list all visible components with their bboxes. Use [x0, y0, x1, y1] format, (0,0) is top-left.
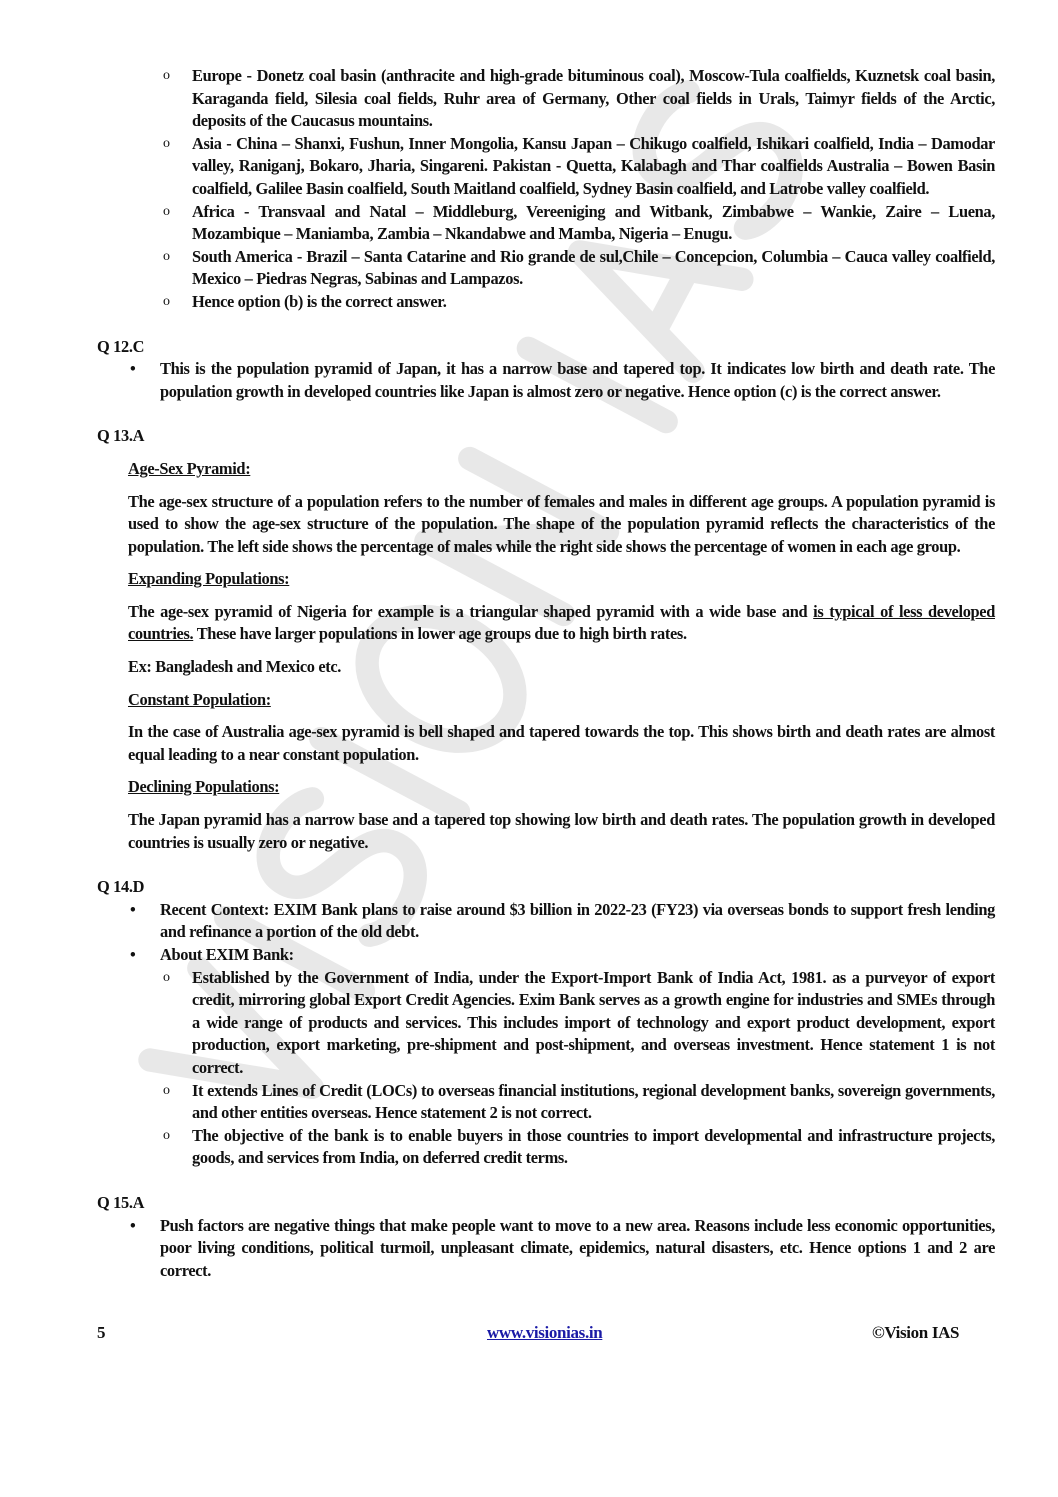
spacer	[0, 1170, 1058, 1192]
underlined-text: is typical of less developed countries.	[128, 601, 995, 644]
list-item	[163, 133, 995, 201]
paragraph-text: The age-sex pyramid of Nigeria for example is a triangular shaped pyramid with a wide base and	[128, 601, 814, 621]
circle-bullet-icon: o	[163, 248, 170, 264]
q15-answer-list	[0, 1215, 1058, 1283]
circle-bullet-icon: o	[163, 68, 170, 83]
paragraph: In the case of Australia age-sex pyramid is bell shaped and tapered towards the top. This shows birth and death rates are almost equal leading to a near constant population.	[128, 722, 995, 764]
list-item	[163, 967, 995, 1080]
list-item-text: About EXIM Bank:	[160, 945, 294, 964]
q12-answer-list	[0, 358, 1058, 403]
copyright: ©Vision IAS	[872, 1323, 960, 1343]
list-item-text: South America - Brazil – Santa Catarine and Rio grande de sul,Chile – Concepcion, Columbia – Cauca valley coalfield, Mexico – Piedras Negras, Sabinas and Lampazos.	[192, 246, 995, 289]
list-item	[163, 246, 995, 291]
list-item	[163, 1125, 995, 1170]
paragraph-text: These have larger populations in lower age groups due to high birth rates.	[193, 624, 687, 644]
bullet-icon: •	[130, 899, 136, 919]
q14-sub-list	[0, 967, 1058, 1170]
circle-bullet-icon: o	[163, 203, 170, 219]
circle-bullet-icon: o	[163, 1127, 170, 1143]
question-label: Q 14.D	[97, 877, 145, 897]
circle-bullet-icon: o	[163, 1082, 170, 1098]
list-item-text: The objective of the bank is to enable buyers in those countries to import developmental and infrastructure projects, goods, and services from India, on deferred credit terms.	[192, 1125, 995, 1168]
circle-bullet-icon: o	[163, 293, 170, 309]
section-heading: Constant Population:	[128, 689, 271, 709]
list-item-text: Push factors are negative things that make people want to move to a new area. Reasons include less economic opportunities, poor living conditions, political turmoil, unpleasant climate, epidemics, natural disasters, etc. Hence options 1 and 2 are correct.	[160, 1215, 995, 1280]
section-heading: Declining Populations:	[128, 777, 280, 797]
list-item-text: Africa - Transvaal and Natal – Middleburg, Vereeniging and Witbank, Zimbabwe – Wankie, Zaire – Luena, Mozambique – Maniamba, Zambia – Nkandabwe and Mamba, Nigeria – Enugu.	[192, 201, 995, 244]
bullet-icon: •	[130, 945, 136, 964]
list-item	[130, 358, 995, 403]
section-heading: Age-Sex Pyramid:	[128, 458, 251, 478]
list-item-text: This is the population pyramid of Japan, it has a narrow base and tapered top. It indicates low birth and death rate. The population growth in developed countries like Japan is almost zero or negative. Hence option (c) is the correct answer.	[160, 359, 995, 401]
page-number: 5	[97, 1323, 106, 1343]
spacer	[0, 854, 1058, 876]
list-item	[163, 65, 995, 133]
bullet-icon: •	[130, 1215, 136, 1235]
question-label: Q 15.A	[97, 1192, 145, 1212]
paragraph	[128, 601, 995, 646]
list-item	[130, 944, 995, 967]
q11-answer-list	[0, 65, 1058, 314]
list-item-text: Europe - Donetz coal basin (anthracite and high-grade bituminous coal), Moscow-Tula coalfields, Kuznetsk coal basin, Karaganda field, Silesia coal fields, Ruhr area of Germany, Other coal fields in Urals, Taimyr fields of the Arctic, deposits of the Caucasus mountains.	[192, 66, 995, 131]
spacer	[0, 403, 1058, 425]
list-item-text: Asia - China – Shanxi, Fushun, Inner Mongolia, Kansu Japan – Chikugo coalfield, Ishikari coalfield, India – Damodar valley, Raniganj, Bokaro, Jharia, Singareni. Pakistan - Quetta, Kalabagh and Thar coalfields Australia – Bowen Basin coalfield, Galilee Basin coalfield, South Maitland coalfield, Sydney Basin coalfield, and Latrobe valley coalfield.	[192, 133, 995, 198]
list-item-text: It extends Lines of Credit (LOCs) to overseas financial institutions, regional development banks, sovereign governments, and other entities overseas. Hence statement 2 is not correct.	[192, 1080, 995, 1123]
list-item	[163, 201, 995, 246]
list-item-text: Hence option (b) is the correct answer.	[192, 291, 447, 311]
list-item	[130, 1215, 995, 1283]
bullet-icon: •	[130, 359, 136, 379]
list-item	[163, 1080, 995, 1125]
website-link[interactable]: www.visionias.in	[487, 1323, 603, 1343]
q14-answer-list	[0, 899, 1058, 967]
list-item-text: Recent Context: EXIM Bank plans to raise around $3 billion in 2022-23 (FY23) via overseas bonds to support fresh lending and refinance a portion of the old debt.	[160, 899, 995, 942]
section-heading: Expanding Populations:	[128, 569, 290, 589]
example-text: Ex: Bangladesh and Mexico etc.	[128, 657, 342, 677]
list-item-text: Established by the Government of India, under the Export-Import Bank of India Act, 1981. as a purveyor of export credit, mirroring global Export Credit Agencies. Exim Bank serves as a growth engine for industries and SMEs through a wide range of products and services. This includes import of technology and export product development, export production, export marketing, pre-shipment and post-shipment, and overseas investment. Hence statement 1 is not correct.	[192, 967, 995, 1077]
circle-bullet-icon: o	[163, 135, 170, 151]
paragraph: The Japan pyramid has a narrow base and a tapered top showing low birth and death rates. The population growth in developed countries is usually zero or negative.	[128, 810, 995, 852]
list-item	[130, 899, 995, 944]
spacer	[0, 314, 1058, 336]
question-label: Q 13.A	[97, 426, 145, 446]
paragraph: The age-sex structure of a population refers to the number of females and males in different age groups. A population pyramid is used to show the age-sex structure of the population. The shape of the population pyramid reflects the characteristics of the population. The left side shows the percentage of males while the right side shows the percentage of women in each age group.	[128, 491, 995, 556]
circle-bullet-icon: o	[163, 969, 170, 985]
list-item	[163, 291, 995, 314]
question-label: Q 12.C	[97, 336, 145, 356]
page-footer	[0, 1322, 1058, 1346]
